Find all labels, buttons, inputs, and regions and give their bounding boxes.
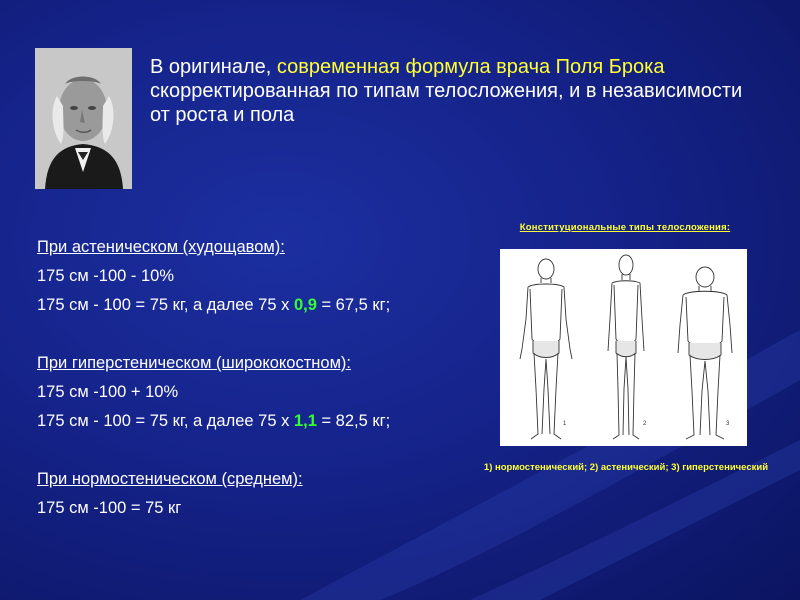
figure-hypersthenic	[678, 267, 732, 439]
normosthenic-formula: 175 см -100 = 75 кг	[37, 499, 182, 517]
normosthenic-heading: При нормостеническом (среднем):	[37, 470, 303, 488]
hypersthenic-heading: При гиперстеническом (ширококостном):	[37, 354, 351, 372]
hypersthenic-calc-post: = 82,5 кг;	[316, 412, 391, 430]
figure-label-1: 1	[563, 421, 567, 427]
hypersthenic-formula: 175 см -100 + 10%	[37, 383, 179, 401]
asthenic-heading: При астеническом (худощавом):	[37, 238, 285, 256]
formula-list	[37, 233, 507, 523]
hypersthenic-coefficient: 1,1	[293, 412, 317, 430]
figure-normosthenic	[520, 259, 572, 439]
asthenic-calc-pre: 175 см - 100 = 75 кг, а далее 75 х	[37, 296, 294, 314]
asthenic-formula: 175 см -100 - 10%	[37, 267, 175, 285]
figure-title: Конституциональные типы телосложения:	[519, 222, 731, 233]
figure-label-2: 2	[643, 421, 647, 427]
title-part1: В оригинале,	[150, 56, 277, 78]
title-part2: скорректированная по типам телосложения, и в независимости от роста и пола	[150, 80, 743, 126]
hypersthenic-calc-pre: 175 см - 100 = 75 кг, а далее 75 х	[37, 412, 294, 430]
asthenic-coefficient: 0,9	[293, 296, 317, 314]
asthenic-calculation	[37, 291, 507, 320]
body-types-illustration	[500, 249, 747, 446]
title-highlight: современная формула врача Поля Брока	[276, 56, 665, 78]
slide-title	[150, 55, 760, 127]
hypersthenic-calculation	[37, 407, 507, 436]
asthenic-calc-post: = 67,5 кг;	[316, 296, 391, 314]
spacer	[37, 320, 507, 349]
portrait-photo	[35, 48, 132, 189]
figure-asthenic	[608, 255, 644, 439]
figure-caption: 1) нормостенический; 2) астенический; 3) гиперстенический	[483, 462, 769, 473]
spacer	[37, 436, 507, 465]
figure-label-3: 3	[726, 421, 730, 427]
